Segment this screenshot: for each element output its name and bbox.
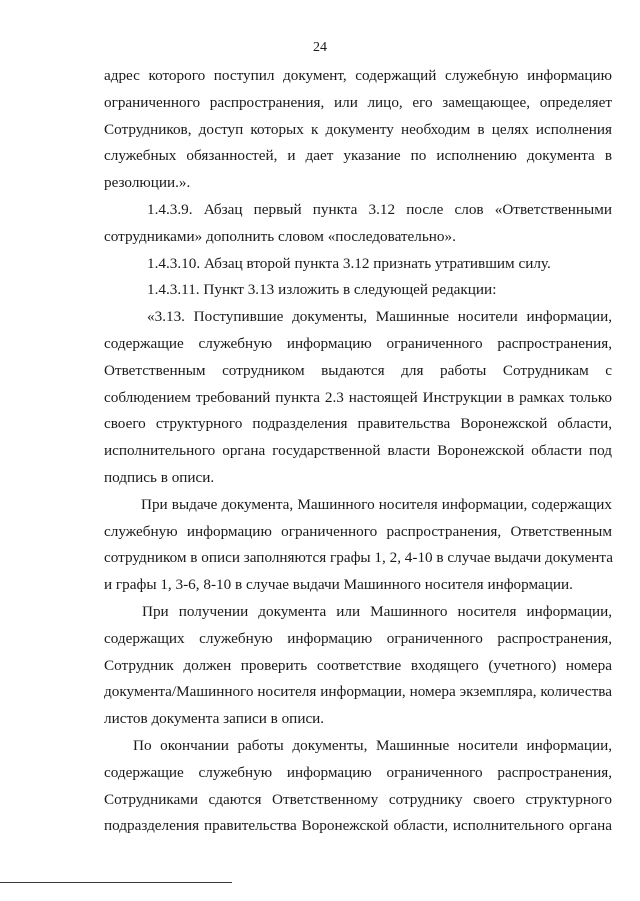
text-line: документа/Машинного носителя информации, номера экземпляра, количества	[104, 683, 612, 701]
document-body	[104, 63, 612, 840]
text-line: листов документа записи в описи.	[104, 710, 325, 728]
paragraph-1-4-3-10	[104, 251, 612, 278]
text-line: сотрудниками» дополнить словом «последовательно».	[104, 227, 456, 245]
paragraph-continuation	[104, 63, 612, 197]
text-line: резолюции.».	[104, 174, 191, 192]
text-line: подразделения правительства Воронежской области, исполнительного органа	[104, 817, 612, 835]
text-line: адрес которого поступил документ, содержащий служебную информацию	[104, 67, 612, 84]
text-line: «3.13. Поступившие документы, Машинные носители информации,	[147, 308, 612, 326]
paragraph-3-13	[104, 304, 612, 492]
text-line: ограниченного распространения, или лицо, его замещающее, определяет	[104, 93, 612, 111]
paragraph-issuance	[104, 492, 612, 599]
paragraph-completion	[104, 733, 612, 840]
text-line: служебных обязанностей, и дает указание по исполнению документа в	[104, 147, 612, 165]
text-line: соблюдением требований пункта 2.3 настоящей Инструкции в рамках только	[104, 388, 612, 406]
text-line: своего структурного подразделения правительства Воронежской области,	[104, 415, 612, 433]
text-line: При получении документа или Машинного носителя информации,	[142, 602, 612, 620]
text-line: Сотрудниками сдаются Ответственному сотруднику своего структурного	[104, 790, 612, 808]
text-line: исполнительного органа государственной власти Воронежской области под	[104, 442, 612, 460]
paragraph-receipt	[104, 599, 612, 733]
text-line: сотрудником в описи заполняются графы 1, 2, 4-10 в случае выдачи документа	[104, 549, 613, 567]
paragraph-1-4-3-9	[104, 197, 612, 251]
text-line: содержащих служебную информацию ограниченного распространения,	[104, 629, 612, 647]
text-line: Сотрудников, доступ которых к документу необходим в целях исполнения	[104, 120, 612, 138]
text-line: содержащие служебную информацию ограниченного распространения,	[104, 334, 612, 352]
text-line: 1.4.3.10. Абзац второй пункта 3.12 признать утратившим силу.	[147, 254, 551, 272]
text-line: 1.4.3.11. Пункт 3.13 изложить в следующей редакции:	[147, 281, 497, 299]
paragraph-1-4-3-11	[104, 277, 612, 304]
text-line: служебную информацию ограниченного распространения, Ответственным	[104, 522, 612, 540]
text-line: 1.4.3.9. Абзац первый пункта 3.12 после слов «Ответственными	[147, 200, 612, 218]
text-line: Сотрудник должен проверить соответствие входящего (учетного) номера	[104, 656, 612, 674]
page-number: 24	[313, 40, 327, 55]
footer-rule	[0, 882, 232, 883]
text-line: подпись в описи.	[104, 468, 215, 486]
text-line: и графы 1, 3-6, 8-10 в случае выдачи Машинного носителя информации.	[104, 576, 573, 594]
text-line: При выдаче документа, Машинного носителя информации, содержащих	[141, 495, 612, 513]
text-line: Ответственным сотрудником выдаются для работы Сотрудникам с	[104, 361, 612, 379]
text-line: По окончании работы документы, Машинные носители информации,	[133, 736, 612, 754]
text-line: содержащие служебную информацию ограниченного распространения,	[104, 763, 612, 781]
